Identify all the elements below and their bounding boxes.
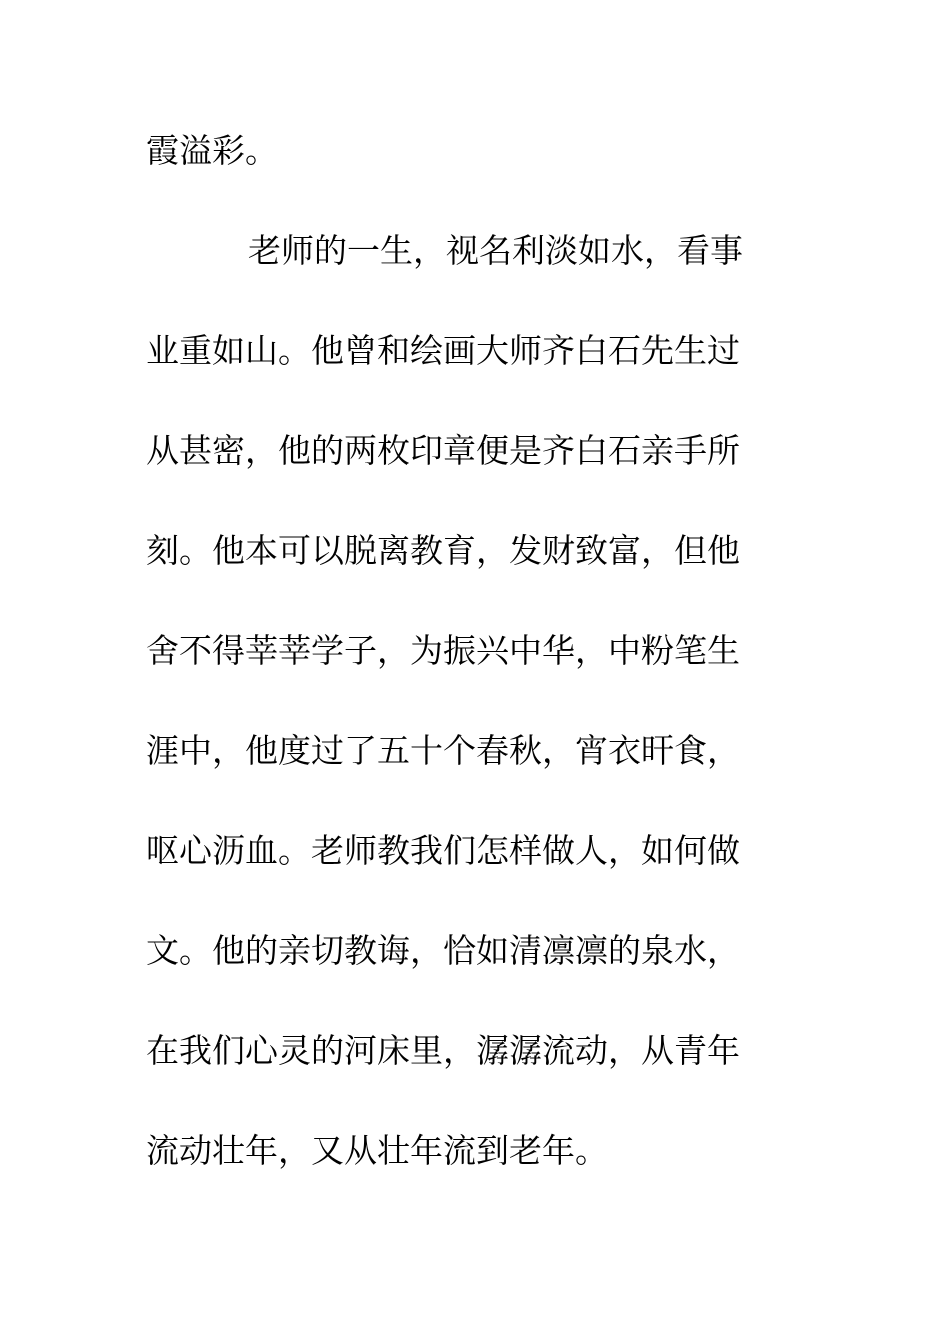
text-line-2: 老师的一生，视名利淡如水，看事 xyxy=(248,231,743,270)
text-line-10: 在我们心灵的河床里，潺潺流动，从青年 xyxy=(146,1031,740,1070)
text-line-1: 霞溢彩。 xyxy=(146,131,278,170)
text-line-6: 舍不得莘莘学子，为振兴中华，中粉笔生 xyxy=(146,631,740,670)
text-line-4: 从甚密，他的两枚印章便是齐白石亲手所 xyxy=(146,431,740,470)
text-line-9: 文。他的亲切教诲，恰如清凛凛的泉水， xyxy=(146,931,740,970)
text-line-8: 呕心沥血。老师教我们怎样做人，如何做 xyxy=(146,831,740,870)
text-line-3: 业重如山。他曾和绘画大师齐白石先生过 xyxy=(146,331,740,370)
text-line-11: 流动壮年，又从壮年流到老年。 xyxy=(146,1131,608,1170)
text-line-5: 刻。他本可以脱离教育，发财致富，但他 xyxy=(146,531,740,570)
text-line-7: 涯中，他度过了五十个春秋，宵衣旰食， xyxy=(146,731,740,770)
